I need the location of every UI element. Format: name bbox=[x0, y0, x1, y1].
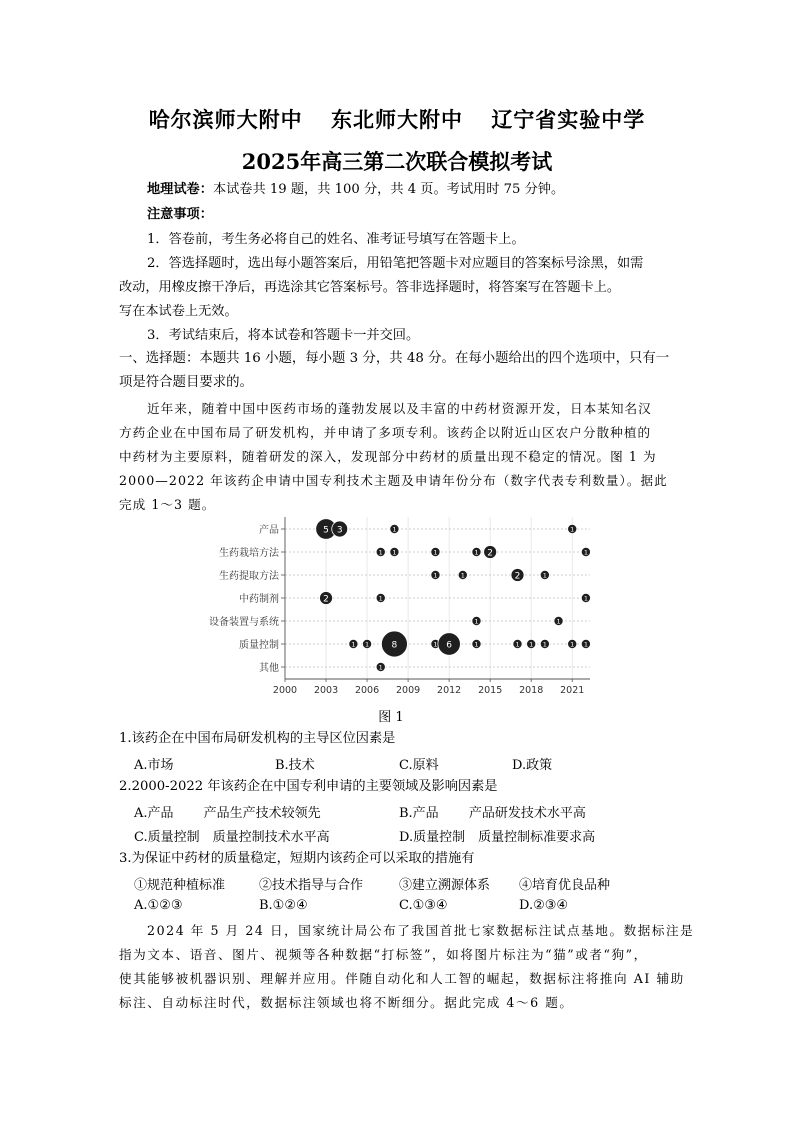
bubble-label: 1 bbox=[529, 640, 534, 649]
subject-text: 本试卷共 19 题，共 100 分，共 4 页。考试用时 75 分钟。 bbox=[212, 182, 565, 197]
q1-option-b[interactable]: B.技术 bbox=[275, 758, 315, 773]
y-tick-label: 设备装置与系统 bbox=[209, 617, 279, 628]
x-tick-label: 2018 bbox=[519, 685, 544, 696]
x-tick-label: 2000 bbox=[272, 685, 298, 696]
q3-option-c[interactable]: C.①③④ bbox=[399, 898, 448, 913]
bubble-label: 1 bbox=[570, 640, 575, 649]
school-name: 东北师大附中 bbox=[331, 107, 463, 132]
y-tick-label: 其他 bbox=[259, 663, 279, 674]
bubble-label: 1 bbox=[364, 640, 370, 649]
q2-option-a[interactable]: A.产品 产品生产技术较领先 bbox=[134, 806, 321, 821]
y-tick-label: 产品 bbox=[259, 525, 279, 536]
x-tick-label: 2003 bbox=[313, 685, 339, 696]
q1-option-c[interactable]: C.原料 bbox=[399, 758, 439, 773]
patent-bubble-chart bbox=[190, 515, 610, 700]
bubble-label: 6 bbox=[446, 640, 452, 651]
bubble-label: 1 bbox=[378, 663, 383, 672]
section-heading: 一、选择题：本题共 16 小题，每小题 3 分，共 48 分。在每小题给出的四个选项中，只有一 bbox=[119, 351, 670, 366]
notice-2-cont: 改动，用橡皮擦干净后，再选涂其它答案标号。答非选择题时，将答案写在答题卡上。 bbox=[119, 280, 621, 295]
bubble-label: 1 bbox=[378, 594, 383, 603]
notice-3: 3．考试结束后，将本试卷和答题卡一并交回。 bbox=[147, 328, 420, 343]
school-name: 辽宁省实验中学 bbox=[491, 107, 646, 132]
q2-option-b[interactable]: B.产品 产品研发技术水平高 bbox=[399, 806, 586, 821]
q3-measure: ④培育优良品种 bbox=[519, 878, 611, 893]
bubble-label: 1 bbox=[515, 640, 520, 649]
bubble-label: 1 bbox=[583, 594, 588, 603]
bubble-label: 1 bbox=[474, 640, 479, 649]
material-paragraph: 2024 年 5 月 24 日，国家统计局公布了我国首批七家数据标注试点基地。数据标注是 bbox=[147, 923, 695, 938]
q3-measure: ③建立溯源体系 bbox=[399, 878, 491, 893]
material-paragraph: 2000—2022 年该药企申请中国专利技术主题及申请年份分布（数字代表专利数量）。据此 bbox=[119, 473, 668, 488]
q3-option-b[interactable]: B.①②④ bbox=[259, 898, 308, 913]
school-name: 哈尔滨师大附中 bbox=[148, 107, 303, 132]
bubble-label: 2 bbox=[514, 571, 521, 582]
figure-caption: 图 1 bbox=[378, 710, 404, 725]
bubble-label: 1 bbox=[542, 640, 547, 649]
bubble-label: 1 bbox=[433, 548, 438, 557]
y-tick-label: 中药制剂 bbox=[239, 594, 279, 605]
material-paragraph: 近年来，随着中国中医药市场的蓬勃发展以及丰富的中药材资源开发，日本某知名汉 bbox=[147, 401, 652, 416]
school-names bbox=[0, 104, 794, 134]
y-tick-label: 质量控制 bbox=[239, 640, 279, 651]
bubble-label: 1 bbox=[583, 548, 588, 557]
q3-option-a[interactable]: A.①②③ bbox=[134, 898, 183, 913]
bubble-label: 2 bbox=[487, 548, 494, 559]
bubble-label: 1 bbox=[378, 548, 383, 557]
q1-option-a[interactable]: A.市场 bbox=[134, 758, 174, 773]
bubble-label: 1 bbox=[570, 525, 575, 534]
q3-measure: ②技术指导与合作 bbox=[259, 878, 364, 893]
bubble-label: 5 bbox=[323, 525, 329, 536]
section-heading-cont: 项是符合题目要求的。 bbox=[119, 375, 253, 390]
notice-2-cont: 写在本试卷上无效。 bbox=[119, 304, 238, 319]
bubble-label: 2 bbox=[323, 594, 329, 605]
bubble-label: 1 bbox=[351, 640, 356, 649]
bubble-label: 1 bbox=[433, 640, 438, 649]
question-3-stem: 3.为保证中药材的质量稳定，短期内该药企可以采取的措施有 bbox=[119, 851, 475, 866]
x-tick-label: 2009 bbox=[396, 685, 421, 696]
q3-measure: ①规范种植标准 bbox=[134, 878, 226, 893]
material-paragraph: 标注、自动标注时代，数据标注领域也将不断细分。据此完成 4～6 题。 bbox=[119, 995, 574, 1010]
material-paragraph: 完成 1～3 题。 bbox=[119, 497, 216, 512]
q3-option-d[interactable]: D.②③④ bbox=[519, 898, 569, 913]
notice-1: 1．答卷前，考生务必将自己的姓名、准考证号填写在答题卡上。 bbox=[147, 232, 525, 247]
bubble-label: 1 bbox=[474, 548, 479, 557]
x-tick-label: 2006 bbox=[354, 685, 380, 696]
bubble-label: 1 bbox=[460, 571, 465, 580]
q1-option-d[interactable]: D.政策 bbox=[512, 758, 553, 773]
q2-option-c[interactable]: C.质量控制 质量控制技术水平高 bbox=[134, 830, 330, 845]
subject-label: 地理试卷： bbox=[147, 182, 213, 197]
bubble-label: 3 bbox=[336, 525, 343, 536]
bubble-label: 1 bbox=[392, 548, 397, 557]
bubble-label: 1 bbox=[542, 571, 547, 580]
question-2-stem: 2.2000-2022 年该药企在中国专利申请的主要领域及影响因素是 bbox=[119, 779, 498, 794]
material-paragraph: 中药材为主要原料，随着研发的深入，发现部分中药材的质量出现不稳定的情况。图 1 为 bbox=[119, 449, 657, 464]
question-1-stem: 1.该药企在中国布局研发机构的主导区位因素是 bbox=[119, 731, 396, 746]
subject-line bbox=[147, 181, 564, 199]
bubble-label: 1 bbox=[392, 525, 397, 534]
x-tick-label: 2021 bbox=[560, 685, 585, 696]
material-paragraph: 指为文本、语音、图片、视频等各种数据“打标签”，如将图片标注为“猫”或者“狗”， bbox=[119, 947, 648, 962]
q2-option-d[interactable]: D.质量控制 质量控制标准要求高 bbox=[399, 830, 596, 845]
x-tick-label: 2012 bbox=[437, 685, 462, 696]
exam-title: 2025年高三第二次联合模拟考试 bbox=[241, 149, 553, 174]
y-tick-label: 生药提取方法 bbox=[219, 571, 279, 582]
bubble-label: 1 bbox=[556, 617, 561, 626]
bubble-label: 1 bbox=[433, 571, 438, 580]
notice-title: 注意事项： bbox=[147, 207, 213, 222]
bubble-label: 8 bbox=[391, 640, 398, 651]
x-tick-label: 2015 bbox=[478, 685, 503, 696]
bubble-label: 1 bbox=[583, 640, 588, 649]
bubble-label: 1 bbox=[474, 617, 479, 626]
y-tick-label: 生药栽培方法 bbox=[219, 548, 279, 559]
material-paragraph: 方药企业在中国布局了研发机构，并申请了多项专利。该药企以附近山区农户分散种植的 bbox=[119, 425, 652, 440]
material-paragraph: 使其能够被机器识别、理解并应用。伴随自动化和人工智的崛起，数据标注将推向 AI 辅助 bbox=[119, 971, 685, 986]
notice-2: 2．答选择题时，选出每小题答案后，用铅笔把答题卡对应题目的答案标号涂黑，如需 bbox=[147, 256, 644, 271]
